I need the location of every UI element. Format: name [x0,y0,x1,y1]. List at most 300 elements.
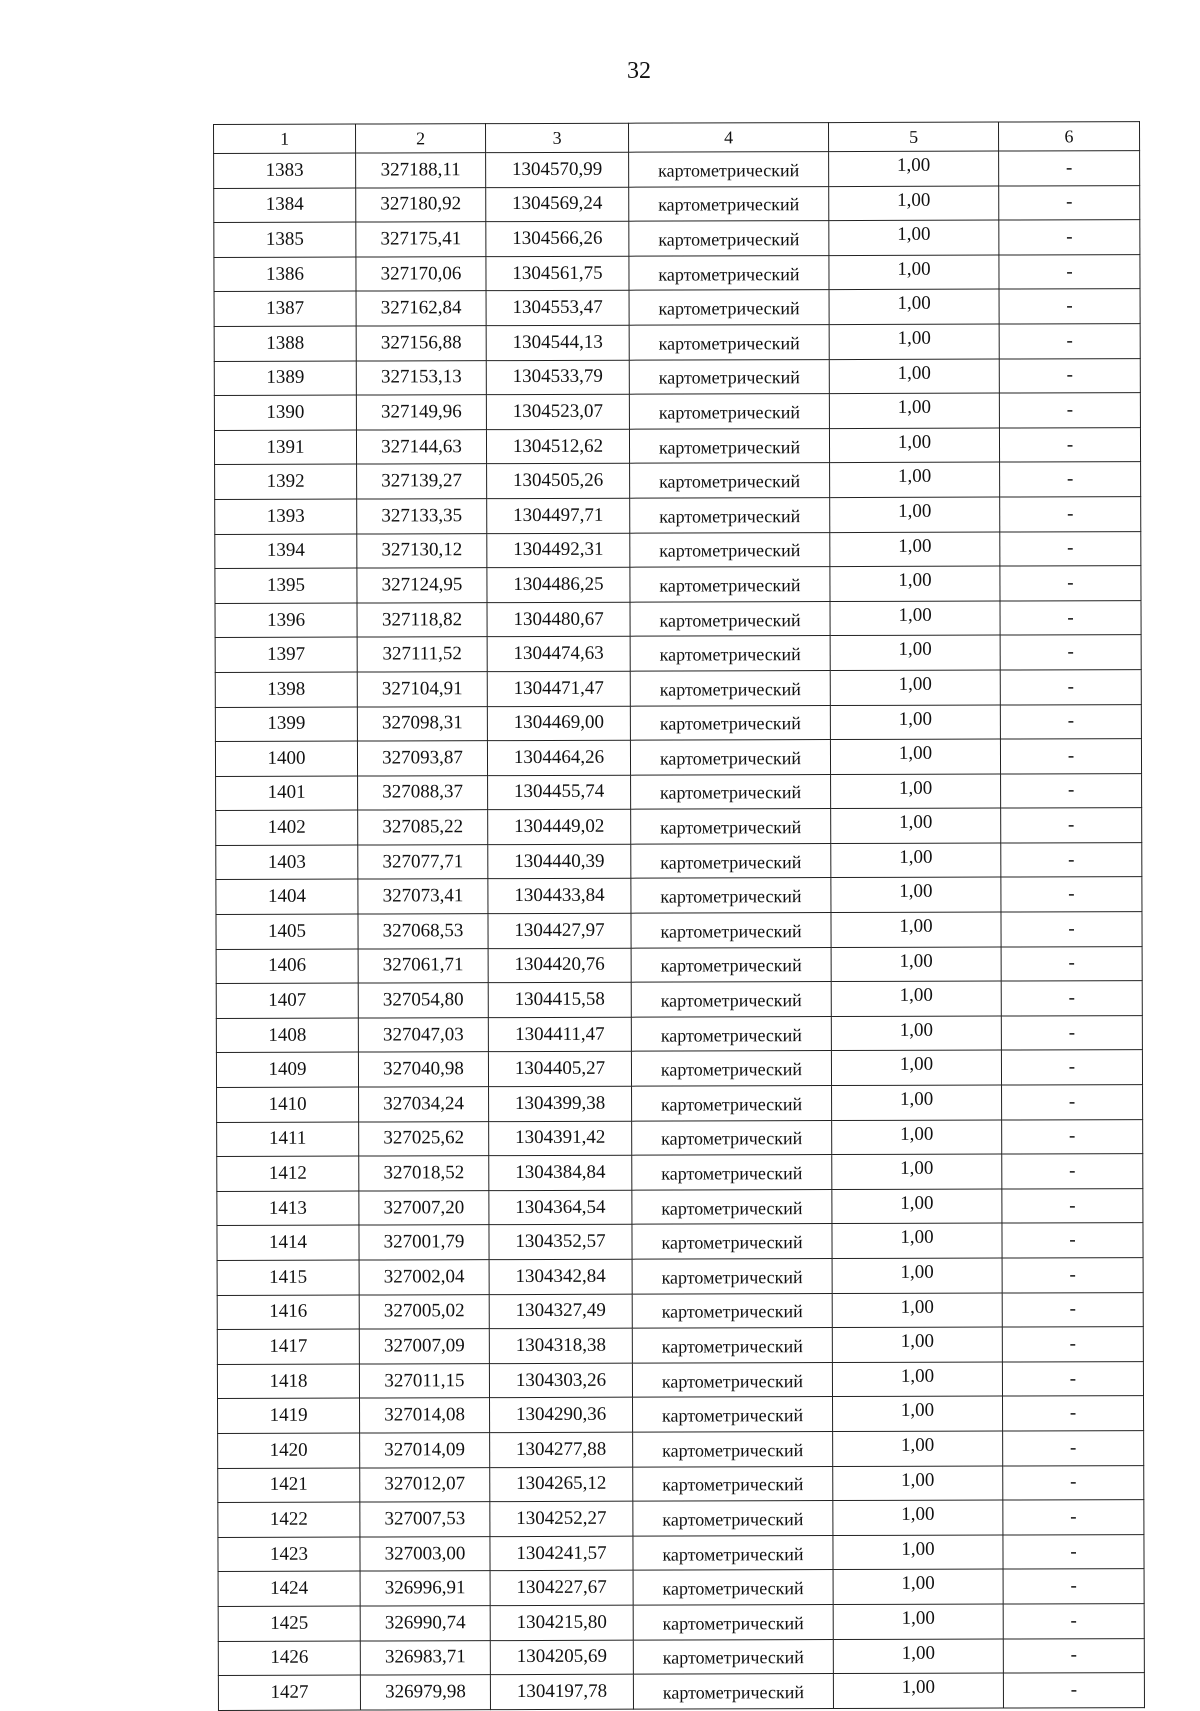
y-coordinate-cell: 1304327,49 [489,1294,632,1329]
precision-cell: 1,00 [831,947,1001,982]
method-cell: картометрический [630,601,830,636]
x-coordinate-cell: 327170,06 [356,256,486,291]
precision-cell: 1,00 [832,1189,1002,1224]
method-cell: картометрический [632,1362,832,1397]
table-row [217,1292,1143,1330]
description-cell: - [999,324,1140,359]
precision-cell: 1,00 [831,808,1001,843]
description-cell: - [1001,842,1142,877]
description-cell: - [1001,981,1142,1016]
description-cell: - [1000,531,1141,566]
point-number-cell: 1396 [215,603,357,638]
y-coordinate-cell: 1304265,12 [490,1467,633,1502]
point-number-cell: 1416 [217,1295,359,1330]
description-cell: - [1002,1154,1143,1189]
point-number-cell: 1384 [214,188,356,223]
table-row [218,1673,1144,1711]
table-header-row [214,122,1140,154]
description-cell: - [1003,1431,1144,1466]
x-coordinate-cell: 327002,04 [359,1260,489,1295]
precision-cell: 1,00 [832,1293,1002,1328]
table-row [214,151,1140,189]
table-row [214,324,1140,362]
description-cell: - [1002,1327,1143,1362]
method-cell: картометрический [633,1501,833,1536]
precision-cell: 1,00 [833,1466,1003,1501]
method-cell: картометрический [631,1051,831,1086]
point-number-cell: 1426 [218,1641,360,1676]
y-coordinate-cell: 1304544,13 [486,325,629,360]
table-row [217,1154,1143,1192]
table-row [215,739,1141,777]
x-coordinate-cell: 327054,80 [358,983,488,1018]
y-coordinate-cell: 1304469,00 [487,706,630,741]
precision-cell: 1,00 [829,393,999,428]
description-cell: - [1002,1223,1143,1258]
table-row [217,1188,1143,1226]
table-row [217,1361,1143,1399]
table-row [218,1604,1144,1642]
method-cell: картометрический [633,1466,833,1501]
point-number-cell: 1427 [218,1675,360,1710]
table-row [215,531,1141,569]
description-cell: - [999,254,1140,289]
y-coordinate-cell: 1304569,24 [486,187,629,222]
x-coordinate-cell: 327144,63 [356,429,486,464]
precision-cell: 1,00 [833,1604,1003,1639]
table-row [217,1223,1143,1261]
point-number-cell: 1398 [215,672,357,707]
description-cell: - [1001,773,1142,808]
column-header: 6 [998,122,1139,151]
method-cell: картометрический [633,1639,833,1674]
table-row [214,185,1140,223]
point-number-cell: 1402 [216,810,358,845]
method-cell: картометрический [629,255,829,290]
x-coordinate-cell: 327180,92 [356,187,486,222]
table-row [218,1534,1144,1572]
x-coordinate-cell: 327007,20 [359,1190,489,1225]
method-cell: картометрический [631,878,831,913]
precision-cell: 1,00 [830,670,1000,705]
method-cell: картометрический [632,1259,832,1294]
method-cell: картометрический [631,843,831,878]
y-coordinate-cell: 1304455,74 [488,775,631,810]
method-cell: картометрический [629,359,829,394]
y-coordinate-cell: 1304342,84 [489,1259,632,1294]
method-cell: картометрический [631,913,831,948]
x-coordinate-cell: 327133,35 [357,499,487,534]
point-number-cell: 1400 [215,741,357,776]
y-coordinate-cell: 1304570,99 [486,152,629,187]
y-coordinate-cell: 1304449,02 [488,809,631,844]
point-number-cell: 1408 [216,1018,358,1053]
x-coordinate-cell: 326990,74 [360,1606,490,1641]
table-row [217,1327,1143,1365]
method-cell: картометрический [630,670,830,705]
x-coordinate-cell: 327005,02 [359,1294,489,1329]
description-cell: - [999,393,1140,428]
point-number-cell: 1415 [217,1260,359,1295]
method-cell: картометрический [630,740,830,775]
y-coordinate-cell: 1304427,97 [488,913,631,948]
point-number-cell: 1401 [216,776,358,811]
y-coordinate-cell: 1304512,62 [486,429,629,464]
point-number-cell: 1411 [217,1122,359,1157]
y-coordinate-cell: 1304561,75 [486,256,629,291]
x-coordinate-cell: 327130,12 [357,533,487,568]
description-cell: - [999,220,1140,255]
method-cell: картометрический [629,325,829,360]
y-coordinate-cell: 1304405,27 [488,1052,631,1087]
method-cell: картометрический [632,1086,832,1121]
precision-cell: 1,00 [833,1639,1003,1674]
x-coordinate-cell: 327012,07 [360,1467,490,1502]
method-cell: картометрический [633,1535,833,1570]
x-coordinate-cell: 326996,91 [360,1571,490,1606]
y-coordinate-cell: 1304505,26 [487,464,630,499]
table-row [214,254,1140,292]
y-coordinate-cell: 1304411,47 [488,1017,631,1052]
method-cell: картометрический [629,428,829,463]
table-row [216,842,1142,880]
precision-cell: 1,00 [830,739,1000,774]
precision-cell: 1,00 [833,1500,1003,1535]
page-number: 32 [627,58,651,84]
description-cell: - [1002,1258,1143,1293]
precision-cell: 1,00 [830,635,1000,670]
x-coordinate-cell: 327118,82 [357,602,487,637]
x-coordinate-cell: 327061,71 [358,948,488,983]
x-coordinate-cell: 327040,98 [358,1052,488,1087]
precision-cell: 1,00 [832,1327,1002,1362]
x-coordinate-cell: 327034,24 [359,1087,489,1122]
point-number-cell: 1410 [217,1087,359,1122]
y-coordinate-cell: 1304471,47 [487,671,630,706]
precision-cell: 1,00 [833,1569,1003,1604]
x-coordinate-cell: 327014,08 [360,1398,490,1433]
precision-cell: 1,00 [832,1154,1002,1189]
table-row [215,462,1141,500]
precision-cell: 1,00 [831,774,1001,809]
description-cell: - [1003,1604,1144,1639]
y-coordinate-cell: 1304440,39 [488,844,631,879]
table-row [214,393,1140,431]
x-coordinate-cell: 327175,41 [356,222,486,257]
point-number-cell: 1388 [214,326,356,361]
x-coordinate-cell: 327007,53 [360,1502,490,1537]
description-cell: - [1002,1188,1143,1223]
point-number-cell: 1397 [215,637,357,672]
point-number-cell: 1387 [214,291,356,326]
x-coordinate-cell: 326979,98 [360,1675,490,1710]
method-cell: картометрический [632,1155,832,1190]
y-coordinate-cell: 1304252,27 [490,1501,633,1536]
y-coordinate-cell: 1304415,58 [488,982,631,1017]
column-header: 2 [356,124,486,153]
description-cell: - [1001,946,1142,981]
description-cell: - [1002,1361,1143,1396]
x-coordinate-cell: 327007,09 [359,1329,489,1364]
x-coordinate-cell: 327085,22 [358,810,488,845]
method-cell: картометрический [629,221,829,256]
table-row [215,497,1141,535]
precision-cell: 1,00 [831,843,1001,878]
y-coordinate-cell: 1304433,84 [488,879,631,914]
y-coordinate-cell: 1304241,57 [490,1536,633,1571]
method-cell: картометрический [629,394,829,429]
method-cell: картометрический [630,463,830,498]
method-cell: картометрический [632,1224,832,1259]
description-cell: - [1003,1396,1144,1431]
method-cell: картометрический [631,1016,831,1051]
method-cell: картометрический [630,567,830,602]
x-coordinate-cell: 327156,88 [356,326,486,361]
table-row [216,1050,1142,1088]
method-cell: картометрический [629,152,829,187]
y-coordinate-cell: 1304486,25 [487,567,630,602]
table-row [217,1258,1143,1296]
precision-cell: 1,00 [831,981,1001,1016]
precision-cell: 1,00 [830,601,1000,636]
precision-cell: 1,00 [829,151,999,186]
y-coordinate-cell: 1304303,26 [489,1363,632,1398]
column-header: 1 [214,124,356,153]
coordinates-table [213,121,1145,1711]
point-number-cell: 1386 [214,257,356,292]
y-coordinate-cell: 1304480,67 [487,602,630,637]
x-coordinate-cell: 327047,03 [358,1017,488,1052]
description-cell: - [999,358,1140,393]
description-cell: - [1002,1085,1143,1120]
table-row [218,1465,1144,1503]
point-number-cell: 1406 [216,949,358,984]
point-number-cell: 1391 [214,430,356,465]
point-number-cell: 1409 [216,1052,358,1087]
method-cell: картометрический [633,1604,833,1639]
x-coordinate-cell: 327068,53 [358,914,488,949]
precision-cell: 1,00 [833,1396,1003,1431]
point-number-cell: 1395 [215,568,357,603]
precision-cell: 1,00 [830,462,1000,497]
table-row [214,358,1140,396]
precision-cell: 1,00 [832,1223,1002,1258]
x-coordinate-cell: 327162,84 [356,291,486,326]
x-coordinate-cell: 327018,52 [359,1156,489,1191]
table-row [215,669,1141,707]
description-cell: - [1000,704,1141,739]
table-row [214,220,1140,258]
method-cell: картометрический [630,532,830,567]
description-cell: - [1003,1569,1144,1604]
table-row [217,1085,1143,1123]
precision-cell: 1,00 [832,1362,1002,1397]
y-coordinate-cell: 1304474,63 [487,637,630,672]
x-coordinate-cell: 327139,27 [357,464,487,499]
precision-cell: 1,00 [830,705,1000,740]
point-number-cell: 1412 [217,1156,359,1191]
x-coordinate-cell: 327188,11 [356,153,486,188]
point-number-cell: 1399 [215,707,357,742]
x-coordinate-cell: 327073,41 [358,879,488,914]
y-coordinate-cell: 1304318,38 [489,1328,632,1363]
point-number-cell: 1404 [216,880,358,915]
description-cell: - [1000,669,1141,704]
x-coordinate-cell: 327014,09 [360,1433,490,1468]
point-number-cell: 1425 [218,1606,360,1641]
precision-cell: 1,00 [829,255,999,290]
table-row [218,1500,1144,1538]
x-coordinate-cell: 327093,87 [357,741,487,776]
description-cell: - [999,185,1140,220]
point-number-cell: 1390 [214,395,356,430]
precision-cell: 1,00 [829,186,999,221]
description-cell: - [999,151,1140,186]
method-cell: картометрический [631,982,831,1017]
point-number-cell: 1413 [217,1191,359,1226]
y-coordinate-cell: 1304364,54 [489,1190,632,1225]
method-cell: картометрический [632,1328,832,1363]
y-coordinate-cell: 1304205,69 [490,1640,633,1675]
description-cell: - [1000,497,1141,532]
x-coordinate-cell: 327124,95 [357,568,487,603]
y-coordinate-cell: 1304215,80 [490,1605,633,1640]
table-row [216,912,1142,950]
table-row [215,600,1141,638]
method-cell: картометрический [630,498,830,533]
table-row [215,635,1141,673]
description-cell: - [1000,635,1141,670]
table-body [214,151,1145,1711]
precision-cell: 1,00 [829,220,999,255]
point-number-cell: 1419 [218,1398,360,1433]
precision-cell: 1,00 [829,324,999,359]
y-coordinate-cell: 1304399,38 [489,1086,632,1121]
point-number-cell: 1394 [215,534,357,569]
x-coordinate-cell: 327111,52 [357,637,487,672]
precision-cell: 1,00 [829,428,999,463]
description-cell: - [1000,566,1141,601]
point-number-cell: 1392 [215,464,357,499]
point-number-cell: 1393 [215,499,357,534]
precision-cell: 1,00 [831,912,1001,947]
y-coordinate-cell: 1304197,78 [490,1674,633,1709]
column-header: 3 [486,123,629,152]
y-coordinate-cell: 1304566,26 [486,221,629,256]
method-cell: картометрический [630,636,830,671]
description-cell: - [1001,912,1142,947]
description-cell: - [1003,1638,1144,1673]
y-coordinate-cell: 1304391,42 [489,1121,632,1156]
table-row [214,289,1140,327]
point-number-cell: 1405 [216,914,358,949]
method-cell: картометрический [633,1570,833,1605]
point-number-cell: 1389 [214,361,356,396]
point-number-cell: 1417 [217,1329,359,1364]
y-coordinate-cell: 1304227,67 [490,1571,633,1606]
method-cell: картометрический [632,1120,832,1155]
point-number-cell: 1414 [217,1225,359,1260]
x-coordinate-cell: 327098,31 [357,706,487,741]
point-number-cell: 1424 [218,1571,360,1606]
description-cell: - [1001,1050,1142,1085]
table-row [216,877,1142,915]
y-coordinate-cell: 1304464,26 [487,740,630,775]
method-cell: картометрический [631,774,831,809]
y-coordinate-cell: 1304420,76 [488,948,631,983]
description-cell: - [1000,739,1141,774]
table-row [216,808,1142,846]
x-coordinate-cell: 327088,37 [358,775,488,810]
description-cell: - [1001,877,1142,912]
x-coordinate-cell: 327011,15 [359,1363,489,1398]
precision-cell: 1,00 [829,289,999,324]
x-coordinate-cell: 327001,79 [359,1225,489,1260]
table-row [218,1638,1144,1676]
table-row [215,566,1141,604]
method-cell: картометрический [633,1432,833,1467]
method-cell: картометрический [633,1397,833,1432]
column-header: 4 [628,123,828,153]
precision-cell: 1,00 [831,1016,1001,1051]
precision-cell: 1,00 [831,1050,1001,1085]
table-row [215,704,1141,742]
column-header: 5 [828,122,998,152]
method-cell: картометрический [629,290,829,325]
description-cell: - [1003,1534,1144,1569]
y-coordinate-cell: 1304533,79 [486,360,629,395]
table-row [218,1431,1144,1469]
table-row [214,427,1140,465]
y-coordinate-cell: 1304352,57 [489,1225,632,1260]
description-cell: - [1002,1292,1143,1327]
method-cell: картометрический [630,705,830,740]
point-number-cell: 1421 [218,1468,360,1503]
method-cell: картометрический [632,1293,832,1328]
table-row [216,773,1142,811]
precision-cell: 1,00 [830,566,1000,601]
description-cell: - [1002,1119,1143,1154]
x-coordinate-cell: 326983,71 [360,1640,490,1675]
y-coordinate-cell: 1304497,71 [487,498,630,533]
precision-cell: 1,00 [829,359,999,394]
point-number-cell: 1407 [216,983,358,1018]
precision-cell: 1,00 [832,1085,1002,1120]
precision-cell: 1,00 [832,1120,1002,1155]
description-cell: - [1000,600,1141,635]
precision-cell: 1,00 [830,497,1000,532]
x-coordinate-cell: 327149,96 [356,395,486,430]
description-cell: - [1003,1500,1144,1535]
precision-cell: 1,00 [833,1431,1003,1466]
method-cell: картометрический [633,1674,833,1709]
description-cell: - [1001,808,1142,843]
point-number-cell: 1423 [218,1537,360,1572]
method-cell: картометрический [631,809,831,844]
precision-cell: 1,00 [830,532,1000,567]
x-coordinate-cell: 327077,71 [358,845,488,880]
precision-cell: 1,00 [833,1535,1003,1570]
table-row [218,1396,1144,1434]
description-cell: - [999,289,1140,324]
description-cell: - [1001,1015,1142,1050]
precision-cell: 1,00 [832,1258,1002,1293]
point-number-cell: 1422 [218,1502,360,1537]
method-cell: картометрический [629,186,829,221]
table-row [216,946,1142,984]
table-row [216,1015,1142,1053]
point-number-cell: 1385 [214,222,356,257]
